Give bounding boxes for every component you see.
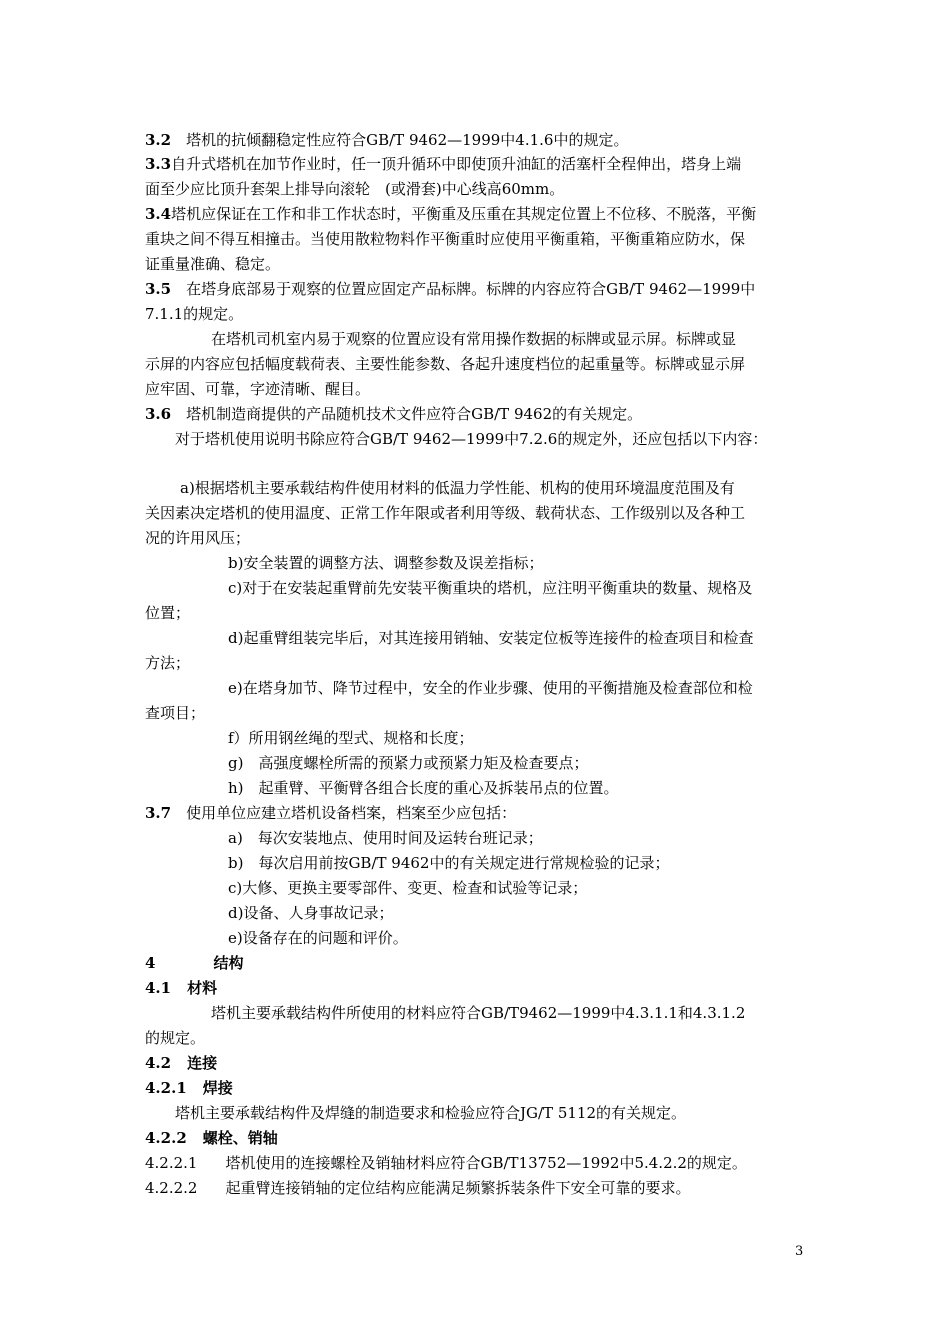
heading-text: 焊接 [202, 1079, 233, 1097]
page-number: 3 [795, 1244, 804, 1259]
list-item-e: e)在塔身加节、降节过程中，安全的作业步骤、使用的平衡措施及检查部位和检 [228, 679, 753, 697]
list-item-f: f）所用钢丝绳的型式、规格和长度； [228, 729, 474, 747]
section-number: 3.7 [145, 804, 172, 822]
list-item-h: h) 起重臂、平衡臂各组合长度的重心及拆装吊点的位置。 [228, 779, 619, 797]
heading-text: 螺栓、销轴 [202, 1129, 278, 1147]
line-text: 证重量准确、稳定。 [145, 255, 281, 273]
line-text: 塔机应保证在工作和非工作状态时，平衡重及压重在其规定位置上不位移、不脱落，平衡 [171, 205, 757, 223]
line-text: 的规定。 [145, 1029, 206, 1047]
list-item-d: d)起重臂组装完毕后，对其连接用销轴、安装定位板等连接件的检查项目和检查 [228, 629, 754, 647]
line-text: 况的许用风压； [145, 529, 251, 547]
line-text: 位置； [145, 604, 191, 622]
line-text: 应牢固、可靠，字迹清晰、醒目。 [145, 380, 371, 398]
line-3-4 [145, 204, 756, 224]
line-4-2-2-1 [145, 1153, 747, 1173]
list-item-a: a) 每次安装地点、使用时间及运转台班记录； [228, 829, 543, 847]
section-number: 4 [145, 954, 156, 972]
line-3-2 [145, 130, 628, 150]
list-item-b: b)安全装置的调整方法、调整参数及误差指标； [228, 554, 544, 572]
list-item-a: a)根据塔机主要承载结构件使用材料的低温力学性能、机构的使用环境温度范围及有 [180, 479, 735, 497]
section-number: 4.2.2.1 [145, 1154, 198, 1172]
list-item-g: g) 高强度螺栓所需的预紧力或预紧力矩及检查要点； [228, 754, 589, 772]
section-number: 3.2 [145, 131, 172, 149]
heading-4-2-1 [145, 1078, 233, 1098]
line-text: 在塔身底部易于观察的位置应固定产品标牌。标牌的内容应符合GB/T 9462—1999中 [171, 280, 756, 298]
list-item-c: c)对于在安装起重臂前先安装平衡重块的塔机，应注明平衡重块的数量、规格及 [228, 579, 753, 597]
line-text: 起重臂连接销轴的定位结构应能满足频繁拆装条件下安全可靠的要求。 [225, 1179, 691, 1197]
list-item-d: d)设备、人身事故记录； [228, 904, 394, 922]
line-text: 对于塔机使用说明书除应符合GB/T 9462—1999中7.2.6的规定外，还应包括以下内容： [175, 430, 768, 448]
section-number: 4.1 [145, 979, 172, 997]
line-text: 塔机的抗倾翻稳定性应符合GB/T 9462—1999中4.1.6中的规定。 [171, 131, 629, 149]
section-number: 4.2.1 [145, 1079, 187, 1097]
section-number: 4.2.2 [145, 1129, 187, 1147]
line-text: 面至少应比顶升套架上排导向滚轮 (或滑套)中心线高60mm。 [145, 180, 565, 198]
line-text: 塔机主要承载结构件所使用的材料应符合GB/T9462—1999中4.3.1.1和4.3.1.2 [211, 1004, 746, 1022]
section-number: 3.5 [145, 280, 172, 298]
heading-text: 结构 [213, 954, 244, 972]
line-text: 示屏的内容应包括幅度载荷表、主要性能参数、各起升速度档位的起重量等。标牌或显示屏 [145, 355, 746, 373]
heading-text: 材料 [187, 979, 218, 997]
list-item-b: b) 每次启用前按GB/T 9462中的有关规定进行常规检验的记录； [228, 854, 670, 872]
heading-4-2 [145, 1053, 217, 1073]
list-item-e: e)设备存在的问题和评价。 [228, 929, 408, 947]
line-text: 查项目； [145, 704, 206, 722]
line-3-5 [145, 279, 755, 299]
line-text: 7.1.1的规定。 [145, 305, 244, 323]
section-number: 4.2 [145, 1054, 172, 1072]
section-number: 3.3 [145, 155, 172, 173]
line-3-7 [145, 803, 516, 823]
line-text: 方法； [145, 654, 191, 672]
heading-4-2-2 [145, 1128, 278, 1148]
section-number: 3.6 [145, 405, 172, 423]
line-3-3 [145, 154, 741, 174]
line-text: 重块之间不得互相撞击。当使用散粒物料作平衡重时应使用平衡重箱，平衡重箱应防水，保 [145, 230, 746, 248]
heading-4 [145, 953, 243, 973]
line-3-6 [145, 404, 642, 424]
list-item-c: c)大修、更换主要零部件、变更、检查和试验等记录； [228, 879, 588, 897]
line-text: 在塔机司机室内易于观察的位置应设有常用操作数据的标牌或显示屏。标牌或显 [211, 330, 737, 348]
heading-4-1 [145, 978, 217, 998]
heading-text: 连接 [187, 1054, 218, 1072]
line-text: 塔机使用的连接螺栓及销轴材料应符合GB/T13752—1992中5.4.2.2的规定。 [225, 1154, 747, 1172]
line-text: 塔机主要承载结构件及焊缝的制造要求和检验应符合JG/T 5112的有关规定。 [175, 1104, 686, 1122]
line-text: 使用单位应建立塔机设备档案，档案至少应包括： [171, 804, 517, 822]
section-number: 3.4 [145, 205, 172, 223]
line-text: 自升式塔机在加节作业时，任一顶升循环中即使顶升油缸的活塞杆全程伸出，塔身上端 [171, 155, 742, 173]
line-text: 塔机制造商提供的产品随机技术文件应符合GB/T 9462的有关规定。 [171, 405, 643, 423]
line-text: 关因素决定塔机的使用温度、正常工作年限或者利用等级、载荷状态、工作级别以及各种工 [145, 504, 746, 522]
section-number: 4.2.2.2 [145, 1179, 198, 1197]
line-4-2-2-2 [145, 1178, 691, 1198]
